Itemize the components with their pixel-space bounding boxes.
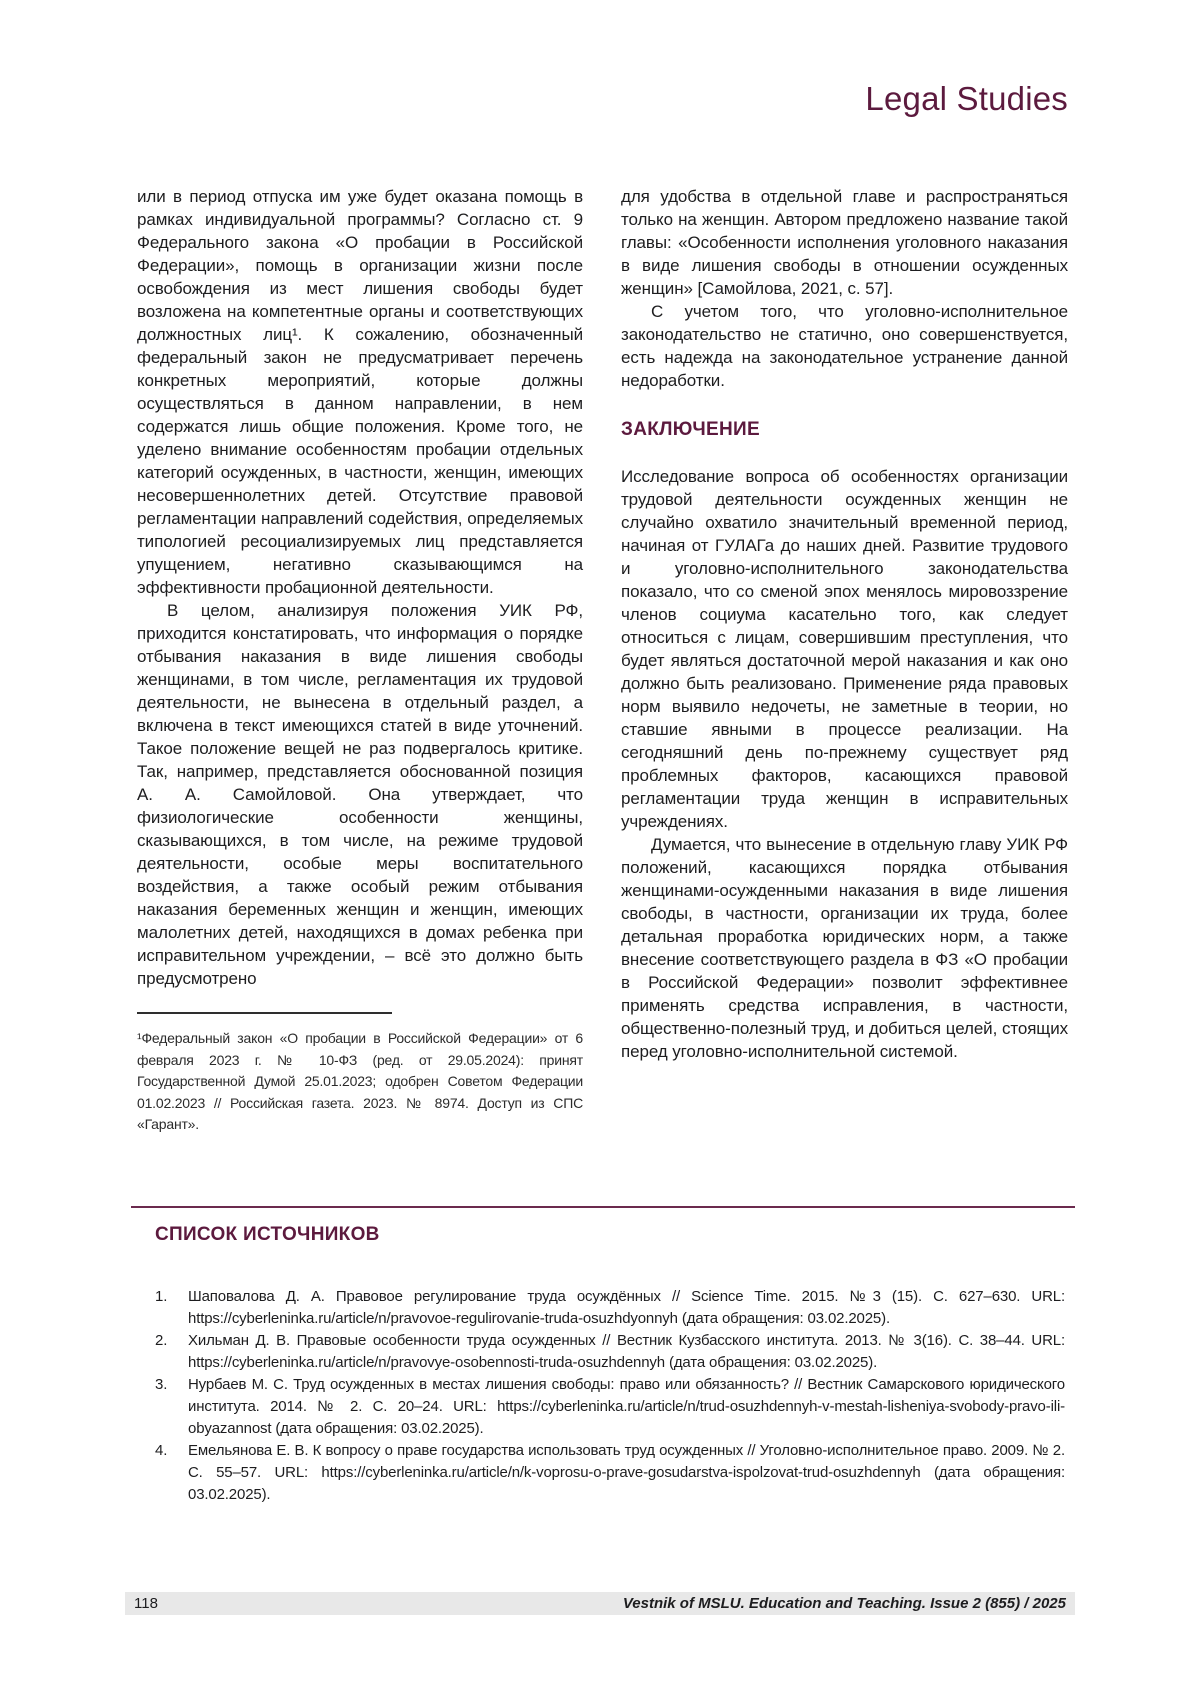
running-head: Legal Studies [865,80,1068,117]
reference-number: 4. [155,1442,168,1459]
reference-text: Нурбаев М. С. Труд осужденных в местах лишения свободы: право или обязанность? // Вестник Самарскового юридического института. 2014. № 2. С. 20–24. URL: https://cyberleninka.ru/article/n/trud-osuzhdennyh-v-mestah-lisheniya-svobody-pravo-ili-obyazannost (дата обращения: 03.02.2025). [188,1376,1065,1437]
reference-item [155,1440,1065,1506]
paragraph: В целом, анализируя положения УИК РФ, приходится констатировать, что информация о порядке отбывания наказания в виде лишения свободы женщинами, в том числе, регламентация их трудовой деятельности, не вынесена в отдельный раздел, а включена в текст имеющихся статей в виде уточнений. Такое положение вещей не раз подвергалось критике. Так, например, представляется обоснованной позиция А. А. Самойловой. Она утверждает, что физиологические особенности женщины, сказывающихся, в том числе, на режиме трудовой деятельности, особые меры воспитательного воздействия, а также особый режим отбывания наказания беременных женщин и женщин, имеющих малолетних детей, находящихся в домах ребенка при исправительном учреждении, – всё это должно быть предусмотрено [137,601,583,988]
sources-heading: СПИСОК ИСТОЧНИКОВ [155,1224,380,1245]
paragraph: Исследование вопроса об особенностях организации трудовой деятельности осужденных женщин не случайно охватило значительный временной период, начиная от ГУЛАГа до наших дней. Развитие трудового и уголовно-исполнительного законодательства показало, что со сменой эпох менялось мировоззрение членов социума касательно того, как следует относиться с лицам, совершившим преступления, что будет являться достаточной мерой наказания и как оно должно быть реализовано. Применение ряда правовых норм выявило недочеты, не заметные в теории, но ставшие явными в процессе реализации. На сегодняшний день по-прежнему существует ряд проблемных факторов, касающихся правовой регламентации труда женщин в исправительных учреждениях. [621,467,1068,831]
sources-divider [131,1206,1075,1208]
reference-number: 1. [155,1288,168,1305]
reference-item [155,1374,1065,1440]
reference-number: 2. [155,1332,168,1349]
page-number: 118 [134,1595,158,1612]
sources-inner [155,1224,1065,1506]
sources-section [131,1206,1075,1506]
reference-list [155,1286,1065,1506]
footnote-separator [137,1012,392,1014]
journal-title: Vestnik of MSLU. Education and Teaching. Issue 2 (855) / 2025 [622,1595,1066,1612]
reference-text: Шаповалова Д. А. Правовое регулирование труда осуждённых // Science Time. 2015. №3 (15). С. 627–630. URL: https://cyberleninka.ru/article/n/pravovoe-regulirovanie-truda-osuzhdyonnyh (дата обращения: 03.02.2025). [188,1288,1065,1327]
right-column [621,185,1068,1150]
article-body [137,185,1068,1150]
paragraph: или в период отпуска им уже будет оказана помощь в рамках индивидуальной программы? Согласно ст. 9 Федерального закона «О пробации в Российской Федерации», помощь в организации жизни после освобождения из мест лишения свободы будет возложена на компетентные органы и соответствующих должностных лиц¹. К сожалению, обозначенный федеральный закон не предусматривает перечень конкретных мероприятий, которые должны осуществляться в данном направлении, в нем содержатся лишь общие положения. Кроме того, не уделено внимание особенностям пробации отдельных категорий осужденных, в частности, женщин, имеющих несовершеннолетних детей. Отсутствие правовой регламентации направлений содействия, определяемых типологией ресоциализируемых лиц представляется упущением, негативно сказывающимся на эффективности пробационной деятельности. [137,187,583,597]
reference-text: Хильман Д. В. Правовые особенности труда осужденных // Вестник Кузбасского института. 2013. № 3(16). С. 38–44. URL: https://cyberleninka.ru/article/n/pravovye-osobennosti-truda-osuzhdennyh (дата обращения: 03.02.2025). [188,1332,1065,1371]
left-column [137,185,583,1150]
conclusion-heading: ЗАКЛЮЧЕНИЕ [621,419,760,440]
reference-number: 3. [155,1376,168,1393]
reference-item [155,1286,1065,1330]
reference-text: Емельянова Е. В. К вопросу о праве государства использовать труд осужденных // Уголовно-исполнительное право. 2009. № 2. С. 55–57. URL: https://cyberleninka.ru/article/n/k-voprosu-o-prave-gosudarstva-ispolzovat-trud-osuzhdennyh (дата обращения: 03.02.2025). [188,1442,1065,1503]
paragraph: для удобства в отдельной главе и распространяться только на женщин. Автором предложено название такой главы: «Особенности исполнения уголовного наказания в виде лишения свободы в отношении осужденных женщин» [Самойлова, 2021, с. 57]. [621,187,1068,298]
paragraph: Думается, что вынесение в отдельную главу УИК РФ положений, касающихся порядка отбывания женщинами-осужденными наказания в виде лишения свободы, в частности, организации их труда, более детальная проработка юридических норм, а также внесение соответствующего раздела в ФЗ «О пробации в Российской Федерации» позволит эффективнее применять средства исправления, в частности, общественно-полезный труд, и добиться целей, стоящих перед уголовно-исполнительной системой. [621,835,1068,1061]
footnote: ¹Федеральный закон «О пробации в Российской Федерации» от 6 февраля 2023 г. № 10-ФЗ (ред. от 29.05.2024): принят Государственной Думой 25.01.2023; одобрен Советом Федерации 01.02.2023 // Российская газета. 2023. № 8974. Доступ из СПС «Гарант». [137,1030,583,1132]
paragraph: С учетом того, что уголовно-исполнительное законодательство не статично, оно совершенствуется, есть надежда на законодательное устранение данной недоработки. [621,302,1068,390]
page-footer [125,1592,1075,1615]
reference-item [155,1330,1065,1374]
